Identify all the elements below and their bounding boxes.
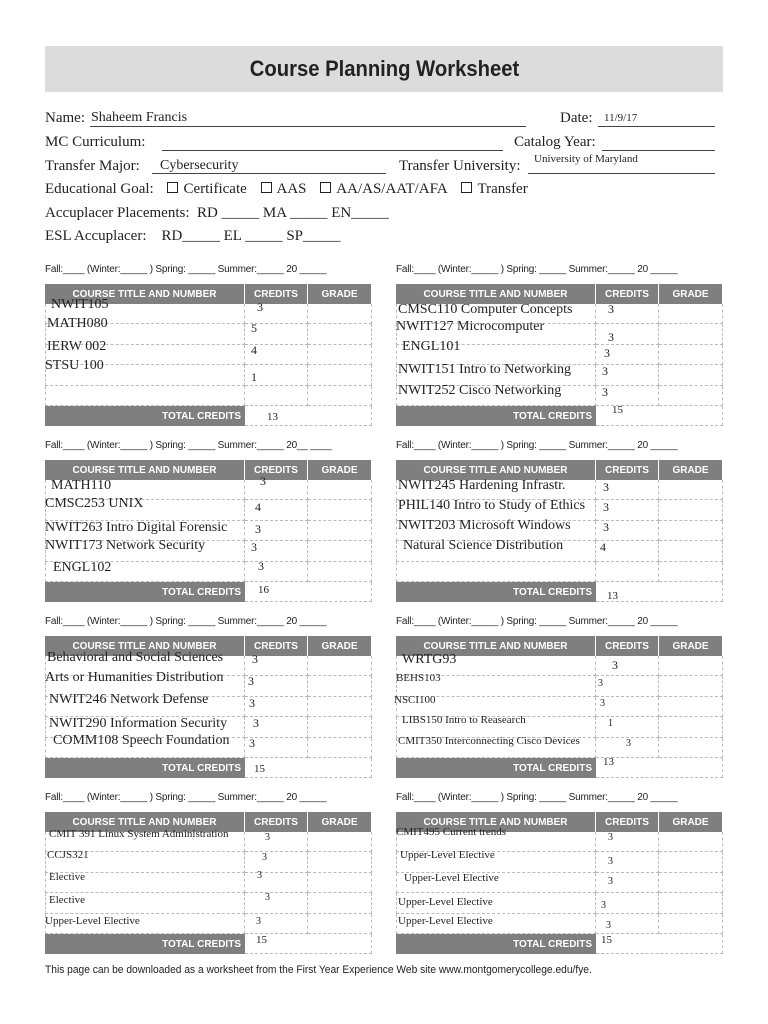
name-label: Name: xyxy=(45,110,85,126)
term-line[interactable]: Fall:____ (Winter:_____ ) Spring: _____ Summer:_____ 20 _____ xyxy=(45,616,327,627)
credits-cell[interactable] xyxy=(245,386,308,406)
credit-entry: 3 xyxy=(249,696,255,710)
course-entry: CMIT350 Interconnecting Cisco Devices xyxy=(398,735,580,747)
total-credits-value: 15 xyxy=(601,934,612,946)
term-line[interactable]: Fall:____ (Winter:_____ ) Spring: _____ Summer:_____ 20 _____ xyxy=(396,616,678,627)
goal-certificate[interactable]: Certificate xyxy=(167,181,246,197)
column-header-course: COURSE TITLE AND NUMBER xyxy=(45,284,245,304)
course-entry: Arts or Humanities Distribution xyxy=(45,670,224,685)
esl-accuplacer-fields[interactable]: RD_____ EL _____ SP_____ xyxy=(161,228,341,244)
curriculum-label: MC Curriculum: xyxy=(45,134,146,150)
credit-entry: 3 xyxy=(612,658,618,672)
course-entry: Natural Science Distribution xyxy=(403,538,564,553)
grade-cell[interactable] xyxy=(308,345,372,365)
grade-cell[interactable] xyxy=(308,717,372,737)
course-entry: CCJS321 xyxy=(47,849,89,861)
credits-cell[interactable] xyxy=(245,562,308,582)
educational-goal-label: Educational Goal: xyxy=(45,181,154,197)
name-line[interactable] xyxy=(90,126,526,127)
column-header-grade: GRADE xyxy=(308,812,372,832)
page-title: Course Planning Worksheet xyxy=(249,56,519,81)
grade-cell[interactable] xyxy=(308,738,372,758)
term-line[interactable]: Fall:____ (Winter:_____ ) Spring: _____ Summer:_____ 20__ ____ xyxy=(45,440,332,451)
grade-cell[interactable] xyxy=(659,480,723,500)
course-entry: WRTG93 xyxy=(402,652,457,667)
date-line[interactable] xyxy=(598,126,715,127)
credit-entry: 3 xyxy=(265,832,270,843)
credit-entry: 3 xyxy=(608,832,613,843)
grade-cell[interactable] xyxy=(308,304,372,324)
grade-cell[interactable] xyxy=(659,832,723,852)
grade-cell[interactable] xyxy=(308,676,372,696)
column-header-grade: GRADE xyxy=(659,636,723,656)
accuplacer-row xyxy=(45,205,389,222)
course-entry: Elective xyxy=(49,894,86,906)
curriculum-line[interactable] xyxy=(162,150,503,151)
course-entry: CMSC253 UNIX xyxy=(45,496,144,511)
transfer-university-label: Transfer University: xyxy=(399,158,521,174)
course-entry: ENGL101 xyxy=(402,339,461,354)
credit-entry: 3 xyxy=(248,674,254,688)
goal-transfer[interactable]: Transfer xyxy=(461,181,527,197)
course-entry: LIBS150 Intro to Reasearch xyxy=(402,714,526,726)
credit-entry: 3 xyxy=(600,698,605,709)
column-header-course: COURSE TITLE AND NUMBER xyxy=(396,460,596,480)
credit-entry: 3 xyxy=(602,364,608,378)
course-entry: NWIT263 Intro Digital Forensic xyxy=(45,520,228,535)
grade-cell[interactable] xyxy=(659,365,723,385)
credit-entry: 3 xyxy=(606,920,611,931)
credits-cell[interactable] xyxy=(245,676,308,696)
credit-entry: 1 xyxy=(251,370,257,384)
grade-cell[interactable] xyxy=(659,500,723,520)
course-entry: Upper-Level Elective xyxy=(45,915,140,927)
course-entry: NWIT105 xyxy=(51,297,109,312)
term-line[interactable]: Fall:____ (Winter:_____ ) Spring: _____ Summer:_____ 20 _____ xyxy=(396,264,678,275)
course-entry: NWIT290 Information Security xyxy=(49,716,228,731)
catalog-year-line[interactable] xyxy=(602,150,715,151)
grade-cell[interactable] xyxy=(659,676,723,696)
credit-entry: 4 xyxy=(600,540,606,554)
column-header-course: COURSE TITLE AND NUMBER xyxy=(45,460,245,480)
table-header xyxy=(396,284,723,304)
term-line[interactable]: Fall:____ (Winter:_____ ) Spring: _____ Summer:_____ 20 _____ xyxy=(396,792,678,803)
date-value: 11/9/17 xyxy=(604,112,638,124)
accuplacer-fields[interactable]: RD _____ MA _____ EN_____ xyxy=(197,205,389,221)
credits-cell[interactable] xyxy=(596,873,659,893)
grade-cell[interactable] xyxy=(308,386,372,406)
credits-cell[interactable] xyxy=(596,832,659,852)
credit-entry: 3 xyxy=(257,870,262,881)
esl-accuplacer-label: ESL Accuplacer: xyxy=(45,228,147,244)
column-header-grade: GRADE xyxy=(659,812,723,832)
credits-cell[interactable] xyxy=(596,324,659,344)
grade-cell[interactable] xyxy=(308,500,372,520)
column-header-course: COURSE TITLE AND NUMBER xyxy=(396,284,596,304)
grade-cell[interactable] xyxy=(659,873,723,893)
credit-entry: 3 xyxy=(608,876,613,887)
credit-entry: 3 xyxy=(608,302,614,316)
credit-entry: 1 xyxy=(608,718,613,729)
grade-cell[interactable] xyxy=(659,738,723,758)
grade-cell[interactable] xyxy=(659,656,723,676)
column-header-course: COURSE TITLE AND NUMBER xyxy=(45,812,245,832)
goal-aa[interactable]: AA/AS/AAT/AFA xyxy=(320,181,447,197)
course-entry: STSU 100 xyxy=(45,358,104,373)
credits-cell[interactable] xyxy=(596,697,659,717)
credit-entry: 3 xyxy=(256,916,261,927)
credit-entry: 3 xyxy=(255,522,261,536)
credit-entry: 3 xyxy=(251,540,257,554)
goal-aas[interactable]: AAS xyxy=(261,181,307,197)
grade-cell[interactable] xyxy=(659,893,723,913)
total-credits-value: 13 xyxy=(603,756,614,768)
credit-entry: 5 xyxy=(251,321,257,335)
column-header-credits: CREDITS xyxy=(596,284,659,304)
transfer-university-line[interactable] xyxy=(528,173,715,174)
term-line[interactable]: Fall:____ (Winter:_____ ) Spring: _____ Summer:_____ 20 _____ xyxy=(45,792,327,803)
grade-cell[interactable] xyxy=(308,324,372,344)
credits-cell[interactable] xyxy=(245,873,308,893)
credit-entry: 3 xyxy=(603,520,609,534)
grade-cell[interactable] xyxy=(308,873,372,893)
course-entry: PHIL140 Intro to Study of Ethics xyxy=(398,498,586,513)
total-credits-label: TOTAL CREDITS xyxy=(45,934,245,954)
grade-cell[interactable] xyxy=(308,480,372,500)
credits-cell[interactable] xyxy=(596,656,659,676)
grade-cell[interactable] xyxy=(308,521,372,541)
credits-cell[interactable] xyxy=(245,832,308,852)
column-header-grade: GRADE xyxy=(308,460,372,480)
grade-cell[interactable] xyxy=(308,541,372,561)
checkbox-icon[interactable] xyxy=(167,182,178,193)
total-credits-cell[interactable] xyxy=(596,758,723,778)
course-entry: NWIT151 Intro to Networking xyxy=(398,362,572,377)
column-header-credits: CREDITS xyxy=(596,636,659,656)
total-credits-label: TOTAL CREDITS xyxy=(45,406,245,426)
grade-cell[interactable] xyxy=(659,914,723,934)
term-line[interactable]: Fall:____ (Winter:_____ ) Spring: _____ Summer:_____ 20 _____ xyxy=(396,440,678,451)
credit-entry: 3 xyxy=(265,892,270,903)
grade-cell[interactable] xyxy=(659,852,723,872)
column-header-credits: CREDITS xyxy=(245,284,308,304)
course-entry: NWIT127 Microcomputer xyxy=(396,319,545,334)
total-credits-value: 15 xyxy=(612,404,623,416)
table-header xyxy=(45,460,372,480)
credit-entry: 3 xyxy=(601,900,606,911)
checkbox-icon[interactable] xyxy=(461,182,472,193)
accuplacer-label: Accuplacer Placements: xyxy=(45,205,190,221)
total-credits-cell[interactable] xyxy=(596,934,723,954)
total-credits-label: TOTAL CREDITS xyxy=(396,582,596,602)
column-header-credits: CREDITS xyxy=(596,812,659,832)
course-entry: Upper-Level Elective xyxy=(400,849,495,861)
column-header-grade: GRADE xyxy=(659,284,723,304)
grade-cell[interactable] xyxy=(308,914,372,934)
credit-entry: 3 xyxy=(598,678,603,689)
credit-entry: 3 xyxy=(257,300,263,314)
total-credits-value: 13 xyxy=(267,411,278,423)
column-header-grade: GRADE xyxy=(659,460,723,480)
column-header-grade: GRADE xyxy=(308,284,372,304)
grade-cell[interactable] xyxy=(308,852,372,872)
total-credits-label: TOTAL CREDITS xyxy=(396,934,596,954)
credit-entry: 3 xyxy=(602,385,608,399)
checkbox-icon[interactable] xyxy=(261,182,272,193)
credit-entry: 3 xyxy=(604,346,610,360)
course-entry: CMIT 391 Linux System Administration xyxy=(49,828,229,840)
esl-accuplacer-row xyxy=(45,228,341,245)
grade-cell[interactable] xyxy=(659,304,723,324)
total-credits-value: 15 xyxy=(254,763,265,775)
course-entry: MATH080 xyxy=(47,316,108,331)
grade-cell[interactable] xyxy=(659,717,723,737)
credit-entry: 3 xyxy=(258,559,264,573)
transfer-university-value: University of Maryland xyxy=(534,153,638,165)
credits-cell[interactable] xyxy=(245,852,308,872)
total-credits-value: 15 xyxy=(256,934,267,946)
grade-cell[interactable] xyxy=(308,562,372,582)
grade-cell[interactable] xyxy=(659,541,723,561)
credits-cell[interactable] xyxy=(245,480,308,500)
course-entry: Elective xyxy=(49,871,86,883)
course-entry: COMM108 Speech Foundation xyxy=(53,733,230,748)
credits-cell[interactable] xyxy=(596,852,659,872)
credit-entry: 3 xyxy=(252,652,258,666)
total-credits-value: 13 xyxy=(607,590,618,602)
transfer-major-label: Transfer Major: xyxy=(45,158,140,174)
grade-cell[interactable] xyxy=(659,386,723,406)
course-cell[interactable] xyxy=(45,386,245,406)
credit-entry: 3 xyxy=(262,852,267,863)
column-header-credits: CREDITS xyxy=(596,460,659,480)
transfer-major-value: Cybersecurity xyxy=(160,158,239,173)
credit-entry: 3 xyxy=(253,716,259,730)
column-header-credits: CREDITS xyxy=(245,812,308,832)
grade-cell[interactable] xyxy=(308,832,372,852)
credits-cell[interactable] xyxy=(596,676,659,696)
educational-goal-row xyxy=(45,181,538,198)
course-entry: IERW 002 xyxy=(47,339,107,354)
credits-cell[interactable] xyxy=(596,304,659,324)
credits-cell[interactable] xyxy=(596,717,659,737)
course-entry: Upper-Level Elective xyxy=(404,872,499,884)
course-entry: MATH110 xyxy=(51,478,112,493)
term-line[interactable]: Fall:____ (Winter:_____ ) Spring: _____ Summer:_____ 20 _____ xyxy=(45,264,327,275)
grade-cell[interactable] xyxy=(659,521,723,541)
credits-cell[interactable] xyxy=(245,893,308,913)
grade-cell[interactable] xyxy=(308,365,372,385)
credit-entry: 3 xyxy=(249,736,255,750)
course-entry: BEHS103 xyxy=(396,672,441,684)
course-entry: CMIT495 Current trends xyxy=(396,826,506,838)
catalog-year-label: Catalog Year: xyxy=(514,134,596,150)
credit-entry: 3 xyxy=(608,330,614,344)
column-header-credits: CREDITS xyxy=(245,460,308,480)
footer-note: This page can be downloaded as a worksheet from the First Year Experience Web site www.montgomerycollege.edu/fye. xyxy=(45,964,592,976)
date-label: Date: xyxy=(560,110,593,126)
course-entry: NWIT173 Network Security xyxy=(45,538,206,553)
credit-entry: 3 xyxy=(603,500,609,514)
column-header-course: COURSE TITLE AND NUMBER xyxy=(45,636,245,656)
total-credits-cell[interactable] xyxy=(245,406,372,426)
column-header-course: COURSE TITLE AND NUMBER xyxy=(396,812,596,832)
column-header-grade: GRADE xyxy=(308,636,372,656)
title-bar xyxy=(45,46,723,92)
credit-entry: 3 xyxy=(626,738,631,749)
course-entry: Behavioral and Social Sciences xyxy=(47,650,224,665)
name-value: Shaheem Francis xyxy=(91,110,188,125)
course-entry: NWIT246 Network Defense xyxy=(49,692,209,707)
total-credits-label: TOTAL CREDITS xyxy=(396,758,596,778)
total-credits-label: TOTAL CREDITS xyxy=(45,582,245,602)
checkbox-icon[interactable] xyxy=(320,182,331,193)
grade-cell[interactable] xyxy=(308,697,372,717)
credit-entry: 4 xyxy=(251,343,257,357)
course-entry: Upper-Level Elective xyxy=(398,915,493,927)
grade-cell[interactable] xyxy=(659,697,723,717)
course-entry: ENGL102 xyxy=(53,560,112,575)
column-header-course: COURSE TITLE AND NUMBER xyxy=(396,636,596,656)
total-credits-label: TOTAL CREDITS xyxy=(45,758,245,778)
course-entry: CMSC110 Computer Concepts xyxy=(398,302,573,317)
grade-cell[interactable] xyxy=(659,324,723,344)
course-entry: NWIT252 Cisco Networking xyxy=(398,383,562,398)
credits-cell[interactable] xyxy=(245,914,308,934)
grade-cell[interactable] xyxy=(659,562,723,582)
course-cell[interactable] xyxy=(396,562,596,582)
grade-cell[interactable] xyxy=(308,656,372,676)
credits-cell[interactable] xyxy=(596,562,659,582)
grade-cell[interactable] xyxy=(308,893,372,913)
credit-entry: 3 xyxy=(608,856,613,867)
grade-cell[interactable] xyxy=(659,345,723,365)
credit-entry: 3 xyxy=(603,480,609,494)
credit-entry: 3 xyxy=(260,474,266,488)
course-entry: NWIT203 Microsoft Windows xyxy=(398,518,571,533)
course-entry: Upper-Level Elective xyxy=(398,896,493,908)
total-credits-value: 16 xyxy=(258,584,269,596)
total-credits-label: TOTAL CREDITS xyxy=(396,406,596,426)
credit-entry: 4 xyxy=(255,500,261,514)
column-header-credits: CREDITS xyxy=(245,636,308,656)
course-entry: NSCI100 xyxy=(394,694,436,706)
course-entry: NWIT245 Hardening Infrastr. xyxy=(398,478,566,493)
table-header xyxy=(396,460,723,480)
